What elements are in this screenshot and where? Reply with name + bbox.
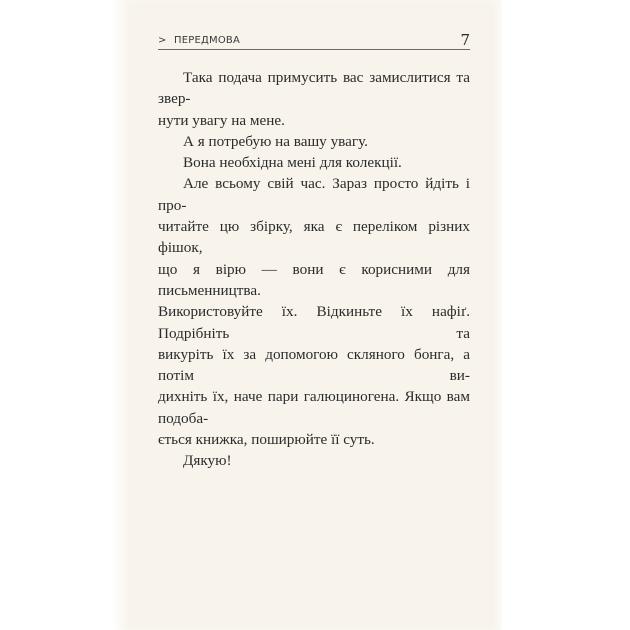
body-text bbox=[158, 67, 470, 472]
text-line: А я потребую на вашу увагу. bbox=[183, 132, 368, 150]
page-number: 7 bbox=[460, 31, 470, 49]
chevron-right-icon: > bbox=[158, 35, 167, 46]
book-page bbox=[112, 0, 502, 630]
paragraph bbox=[158, 152, 470, 173]
paragraph bbox=[158, 173, 470, 450]
text-line: ється книжка, поширюйте її суть. bbox=[158, 431, 375, 449]
text-line: читайте цю збірку, яка є переліком різних фішок, bbox=[158, 218, 470, 257]
text-line: Використовуйте їх. Відкиньте їх нафіґ. Подрібніть та bbox=[158, 303, 470, 342]
text-line: Така подача примусить вас замислитися та звер- bbox=[158, 69, 470, 108]
paragraph bbox=[158, 67, 470, 131]
text-line: Дякую! bbox=[183, 452, 232, 470]
text-line: дихніть їх, наче пари галюциногена. Якщо вам подоба- bbox=[158, 388, 470, 427]
text-line: Вона необхідна мені для колекції. bbox=[183, 154, 402, 172]
paragraph bbox=[158, 450, 470, 471]
text-line: нути увагу на мене. bbox=[158, 111, 285, 129]
text-line: викуріть їх за допомогою скляного бонга, а потім ви- bbox=[158, 345, 470, 385]
page-edge-shadow bbox=[112, 0, 130, 630]
text-line: Але всьому свій час. Зараз просто йдіть і про- bbox=[158, 175, 470, 214]
text-line: що я вірю — вони є корисними для письменництва. bbox=[158, 260, 470, 299]
paragraph bbox=[158, 131, 470, 152]
section-title: ПЕРЕДМОВА bbox=[174, 35, 240, 46]
running-head bbox=[158, 33, 470, 50]
